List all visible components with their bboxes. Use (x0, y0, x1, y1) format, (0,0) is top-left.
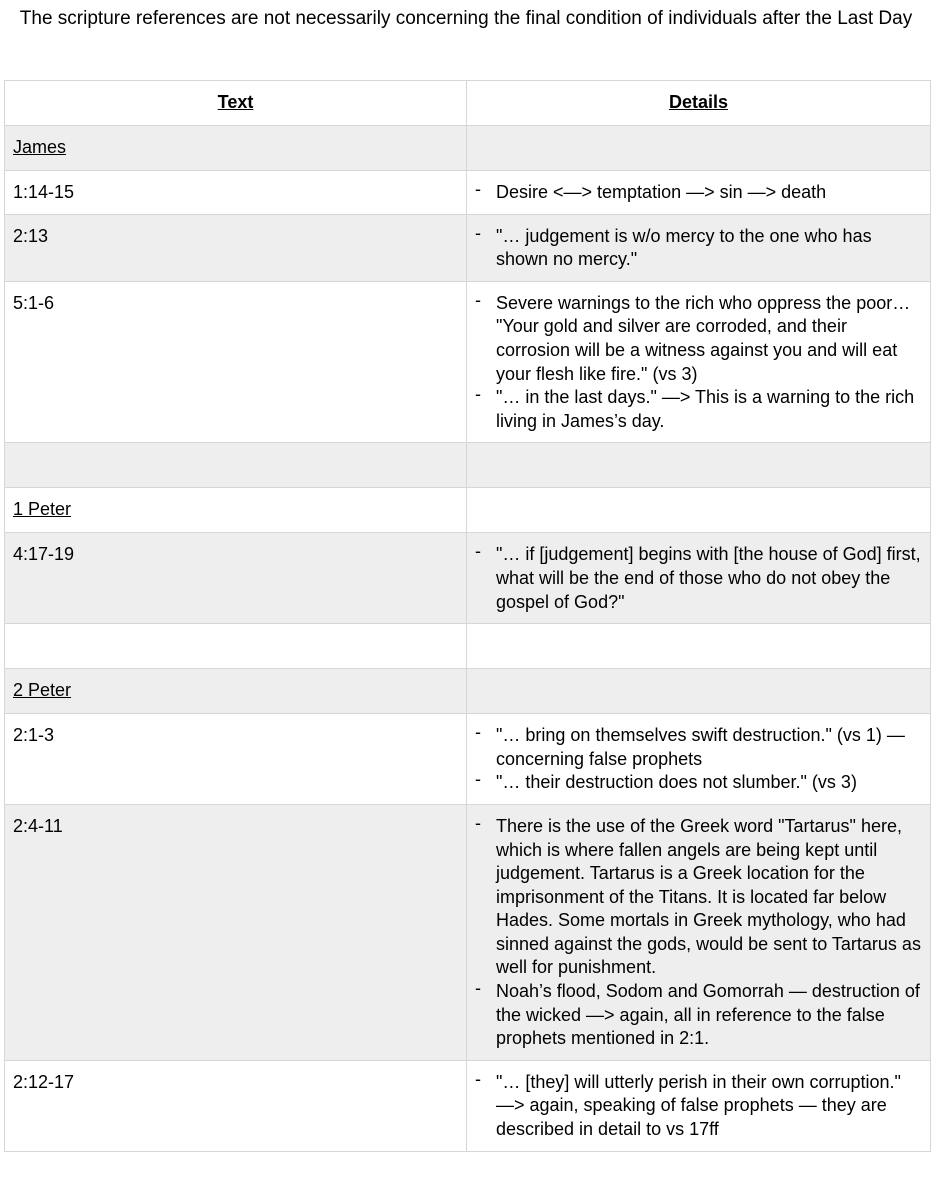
column-header-text: Text (5, 81, 467, 126)
scripture-reference: 2:13 (13, 225, 49, 246)
details-cell (467, 669, 931, 714)
table-body (5, 126, 931, 1152)
details-list (475, 225, 922, 272)
spacer-row (5, 624, 931, 669)
book-name-cell (5, 669, 467, 714)
book-name: 2 Peter (13, 680, 72, 701)
book-name-cell (5, 126, 467, 171)
details-list (475, 724, 922, 795)
document-heading: The scripture references are not necessarily concerning the final condition of individuals after the Last Day (19, 8, 913, 29)
table-row (5, 804, 931, 1060)
detail-item: - "… their destruction does not slumber." (vs 3) (475, 771, 922, 795)
scripture-reference: 5:1-6 (13, 292, 55, 313)
table-row (5, 1060, 931, 1151)
details-cell (467, 533, 931, 624)
details-cell (467, 714, 931, 805)
book-row (5, 126, 931, 171)
table-row (5, 171, 931, 215)
table-row (5, 281, 931, 443)
details-cell (467, 171, 931, 215)
book-name-cell (5, 488, 467, 533)
detail-item: - "… judgement is w/o mercy to the one who has shown no mercy." (475, 225, 922, 272)
details-cell (467, 443, 931, 488)
details-cell (467, 126, 931, 171)
book-row (5, 488, 931, 533)
spacer-row (5, 443, 931, 488)
details-cell (467, 214, 931, 281)
scripture-reference: 4:17-19 (13, 544, 75, 565)
detail-item: - Noah’s flood, Sodom and Gomorrah — destruction of the wicked —> again, all in reference to the false prophets mentioned in 2:1. (475, 980, 922, 1051)
header-row (5, 81, 931, 126)
column-header-details: Details (467, 81, 931, 126)
detail-item: - "… [they] will utterly perish in their own corruption." —> again, speaking of false prophets — they are described in detail to vs 17ff (475, 1071, 922, 1142)
table-row (5, 214, 931, 281)
detail-item: - There is the use of the Greek word "Tartarus" here, which is where fallen angels are being kept until judgement. Tartarus is a Greek location for the imprisonment of the Titans. It is located far below Hades. Some mortals in Greek mythology, who had sinned against the gods, would be sent to Tartarus as well for punishment. (475, 815, 922, 980)
table-row (5, 714, 931, 805)
book-row (5, 669, 931, 714)
detail-item: - Severe warnings to the rich who oppress the poor… "Your gold and silver are corroded, and their corrosion will be a witness against you and will eat your flesh like fire." (vs 3) (475, 292, 922, 386)
details-list (475, 1071, 922, 1142)
details-cell (467, 488, 931, 533)
reference-cell (5, 171, 467, 215)
detail-item: - "… bring on themselves swift destruction." (vs 1) — concerning false prophets (475, 724, 922, 771)
reference-cell (5, 1060, 467, 1151)
book-name: 1 Peter (13, 499, 72, 520)
scripture-reference: 1:14-15 (13, 182, 75, 202)
details-cell (467, 281, 931, 443)
empty-cell (5, 443, 467, 488)
details-cell (467, 804, 931, 1060)
detail-item: - "… if [judgement] begins with [the house of God] first, what will be the end of those who do not obey the gospel of God?" (475, 543, 922, 614)
empty-cell (5, 624, 467, 669)
detail-item: - "… in the last days." —> This is a warning to the rich living in James’s day. (475, 386, 922, 433)
book-name: James (13, 137, 67, 157)
reference-cell (5, 281, 467, 443)
scripture-table (4, 80, 931, 1152)
reference-cell (5, 214, 467, 281)
details-cell (467, 1060, 931, 1151)
details-list (475, 292, 922, 434)
reference-cell (5, 714, 467, 805)
reference-cell (5, 804, 467, 1060)
reference-cell (5, 533, 467, 624)
scripture-reference: 2:12-17 (13, 1071, 75, 1092)
scripture-reference: 2:1-3 (13, 725, 55, 746)
details-list (475, 543, 922, 614)
details-cell (467, 624, 931, 669)
table-row (5, 533, 931, 624)
details-list (475, 181, 922, 205)
details-list (475, 815, 922, 1051)
scripture-reference: 2:4-11 (13, 815, 63, 836)
detail-item: - Desire <—> temptation —> sin —> death (475, 181, 922, 205)
